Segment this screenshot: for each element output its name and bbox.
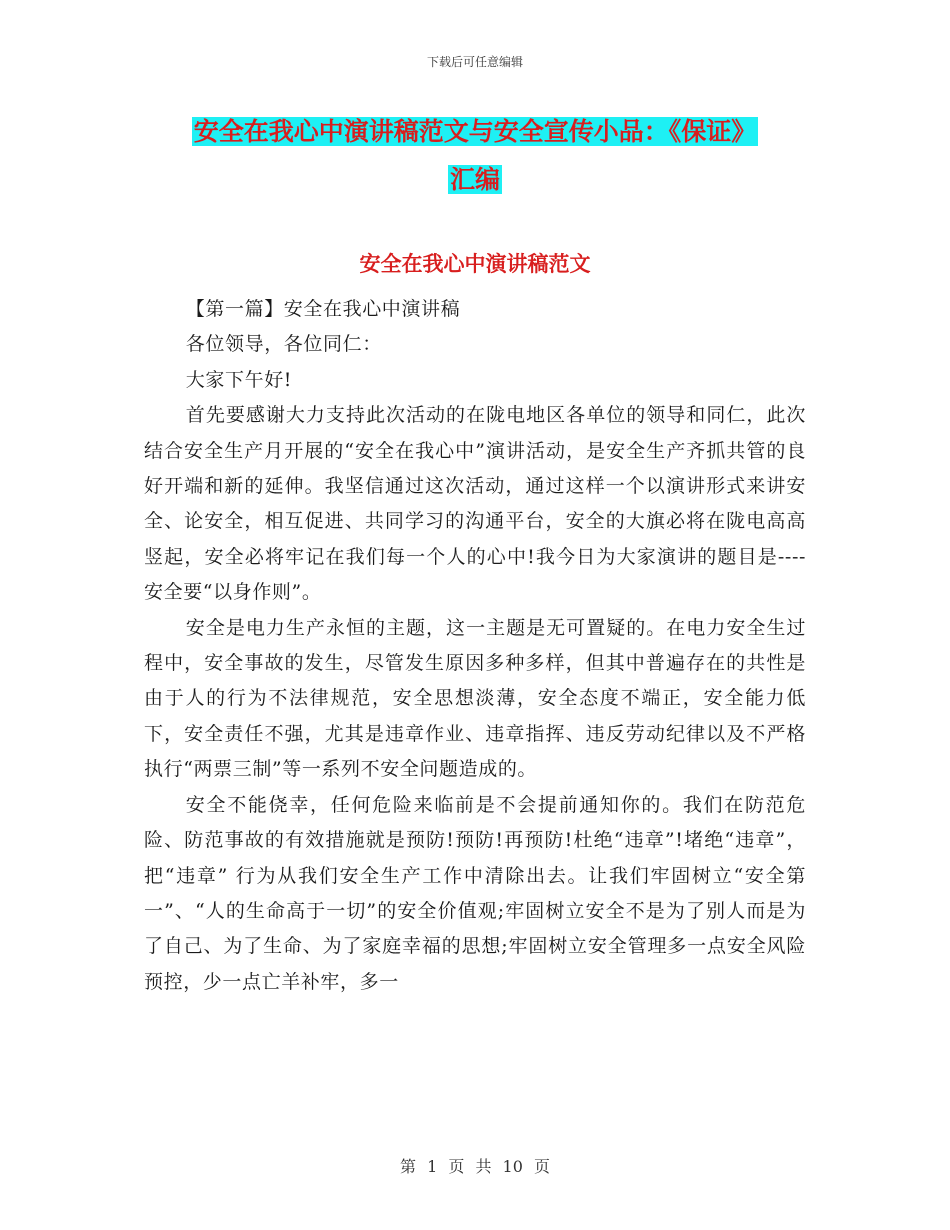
paragraph-safety-theme: 安全是电力生产永恒的主题，这一主题是无可置疑的。在电力安全生过程中，安全事故的发生，尽管发生原因多种多样，但其中普遍存在的共性是由于人的行为不法律规范，安全思想淡薄，安全态度不端正，安全能力低下，安全责任不强，尤其是违章作业、违章指挥、违反劳动纪律以及不严格执行“两票三制”等一系列不安全问题造成的。	[144, 616, 806, 781]
paragraph-salutation: 各位领导，各位同仁：	[185, 333, 382, 356]
paragraph-prevention: 安全不能侥幸，任何危险来临前是不会提前通知你的。我们在防范危险、防范事故的有效措施就是预防!预防!再预防!杜绝“违章”!堵绝“违章”，把“违章” 行为从我们安全生产工作中清除出去。让我们牢固树立“安全第一”、“人的生命高于一切”的安全价值观;牢固树立安全不是为了别人而是为了自己、为了生命、为了家庭幸福的思想;牢固树立安全管理多一点安全风险预控，少一点亡羊补牢，多一	[144, 793, 806, 993]
document-title-line-2: 汇编	[449, 165, 500, 194]
document-body	[144, 292, 806, 1000]
document-title-line-1: 安全在我心中演讲稿范文与安全宣传小品：《保证》	[193, 117, 757, 146]
section-title: 安全在我心中演讲稿范文	[359, 252, 591, 276]
paragraph-greeting: 大家下午好!	[185, 368, 293, 391]
document-title	[0, 108, 950, 204]
paragraph-chapter-heading: 【第一篇】安全在我心中演讲稿	[185, 298, 461, 320]
paragraph-introduction: 首先要感谢大力支持此次活动的在陇电地区各单位的领导和同仁，此次结合安全生产月开展的“安全在我心中”演讲活动，是安全生产齐抓共管的良好开端和新的延伸。我坚信通过这次活动，通过这样一个以演讲形式来讲安全、论安全，相互促进、共同学习的沟通平台，安全的大旗必将在陇电高高竖起，安全必将牢记在我们每一个人的心中!我今日为大家演讲的题目是----安全要“以身作则”。	[144, 404, 806, 604]
page-header-note: 下载后可任意编辑	[426, 55, 523, 69]
page-number: 第 1 页 共 10 页	[400, 1157, 550, 1176]
